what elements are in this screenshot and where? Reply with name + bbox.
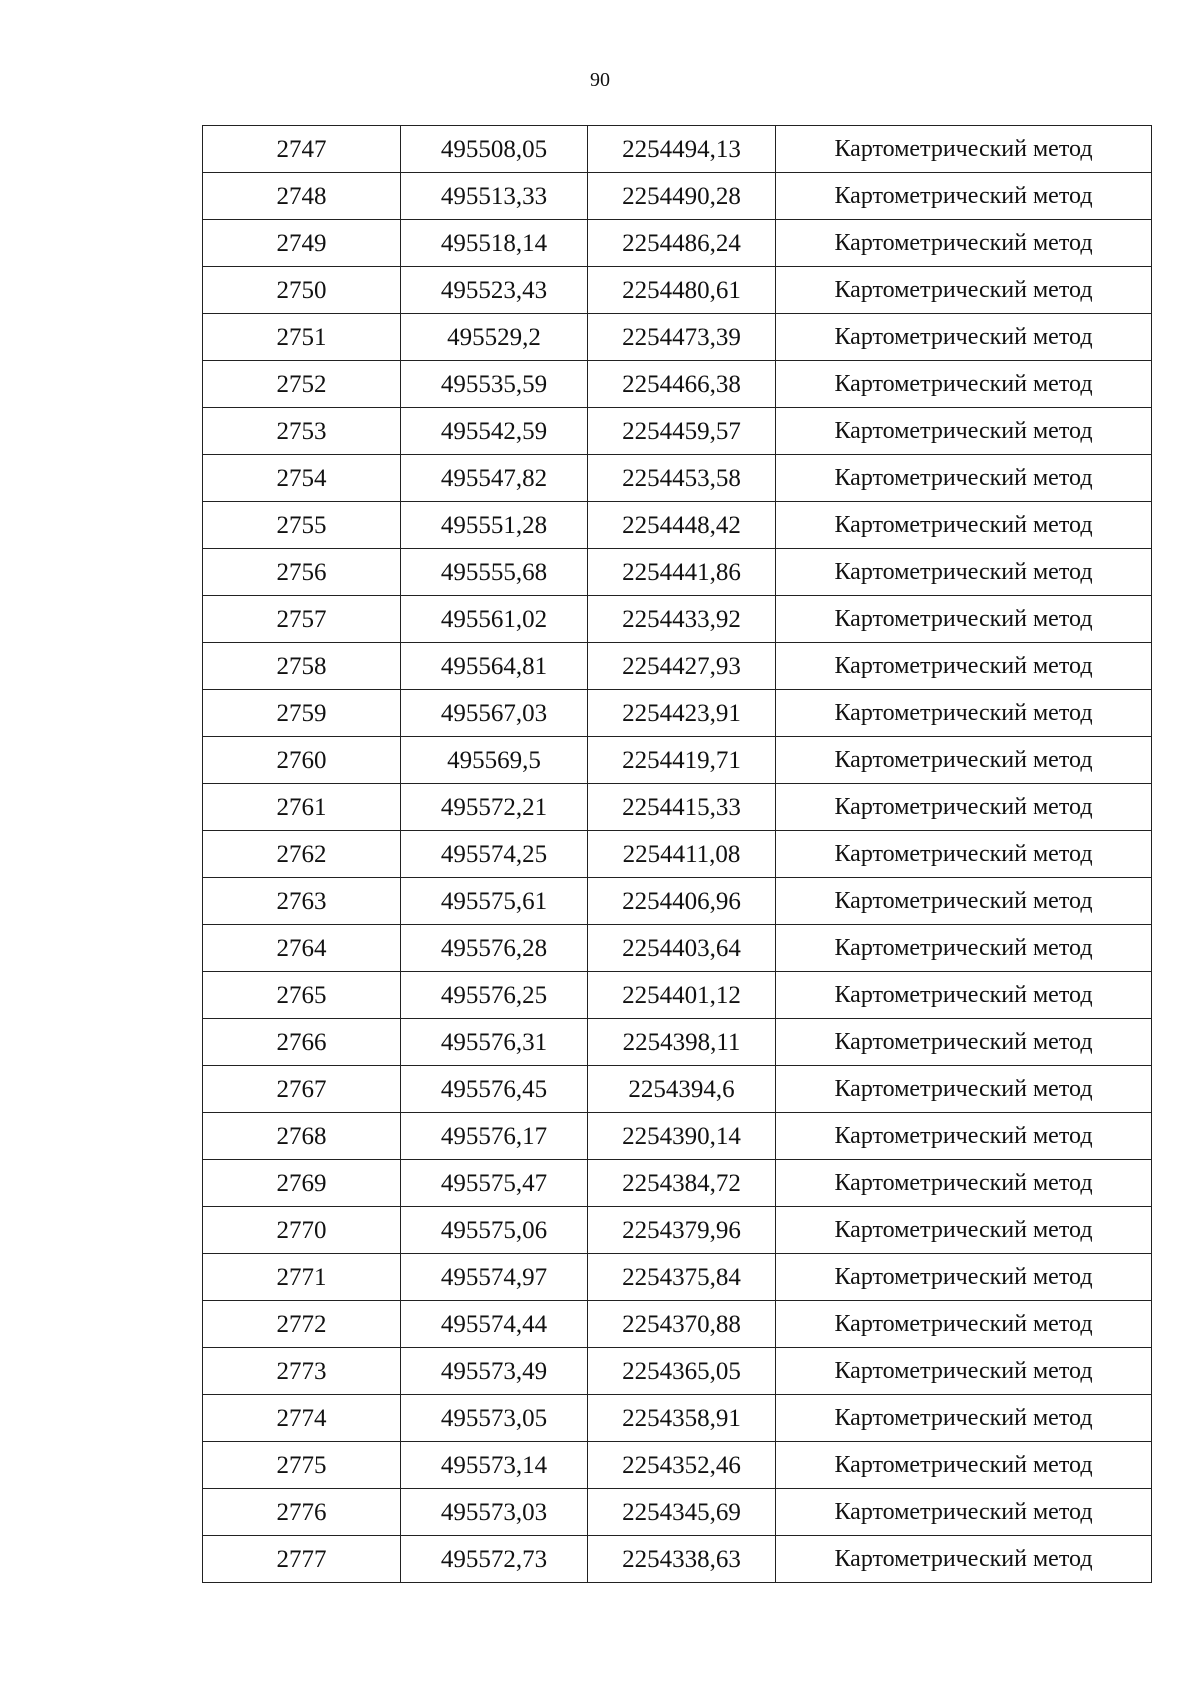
y-coordinate-cell: 2254352,46 bbox=[588, 1442, 776, 1489]
x-coordinate-cell: 495576,28 bbox=[401, 925, 588, 972]
table-row bbox=[203, 314, 1152, 361]
point-number-cell: 2762 bbox=[203, 831, 401, 878]
method-cell: Картометрический метод bbox=[776, 1442, 1152, 1489]
method-cell: Картометрический метод bbox=[776, 1160, 1152, 1207]
point-number-cell: 2761 bbox=[203, 784, 401, 831]
point-number-cell: 2766 bbox=[203, 1019, 401, 1066]
method-cell: Картометрический метод bbox=[776, 972, 1152, 1019]
point-number-cell: 2753 bbox=[203, 408, 401, 455]
table-row bbox=[203, 549, 1152, 596]
point-number-cell: 2751 bbox=[203, 314, 401, 361]
x-coordinate-cell: 495574,97 bbox=[401, 1254, 588, 1301]
method-cell: Картометрический метод bbox=[776, 1489, 1152, 1536]
y-coordinate-cell: 2254411,08 bbox=[588, 831, 776, 878]
method-cell: Картометрический метод bbox=[776, 925, 1152, 972]
point-number-cell: 2774 bbox=[203, 1395, 401, 1442]
x-coordinate-cell: 495575,47 bbox=[401, 1160, 588, 1207]
x-coordinate-cell: 495542,59 bbox=[401, 408, 588, 455]
table-row bbox=[203, 1536, 1152, 1583]
method-cell: Картометрический метод bbox=[776, 126, 1152, 173]
y-coordinate-cell: 2254423,91 bbox=[588, 690, 776, 737]
x-coordinate-cell: 495508,05 bbox=[401, 126, 588, 173]
method-cell: Картометрический метод bbox=[776, 267, 1152, 314]
x-coordinate-cell: 495573,49 bbox=[401, 1348, 588, 1395]
method-cell: Картометрический метод bbox=[776, 737, 1152, 784]
table-row bbox=[203, 502, 1152, 549]
point-number-cell: 2759 bbox=[203, 690, 401, 737]
x-coordinate-cell: 495561,02 bbox=[401, 596, 588, 643]
point-number-cell: 2775 bbox=[203, 1442, 401, 1489]
x-coordinate-cell: 495576,45 bbox=[401, 1066, 588, 1113]
table-body bbox=[203, 126, 1152, 1583]
method-cell: Картометрический метод bbox=[776, 1301, 1152, 1348]
method-cell: Картометрический метод bbox=[776, 878, 1152, 925]
y-coordinate-cell: 2254379,96 bbox=[588, 1207, 776, 1254]
table-row bbox=[203, 1066, 1152, 1113]
table-row bbox=[203, 925, 1152, 972]
point-number-cell: 2772 bbox=[203, 1301, 401, 1348]
point-number-cell: 2768 bbox=[203, 1113, 401, 1160]
table-row bbox=[203, 1301, 1152, 1348]
method-cell: Картометрический метод bbox=[776, 408, 1152, 455]
method-cell: Картометрический метод bbox=[776, 1348, 1152, 1395]
table-row bbox=[203, 1113, 1152, 1160]
table-row bbox=[203, 1442, 1152, 1489]
y-coordinate-cell: 2254473,39 bbox=[588, 314, 776, 361]
table-row bbox=[203, 267, 1152, 314]
table-row bbox=[203, 972, 1152, 1019]
y-coordinate-cell: 2254490,28 bbox=[588, 173, 776, 220]
y-coordinate-cell: 2254415,33 bbox=[588, 784, 776, 831]
table-row bbox=[203, 455, 1152, 502]
x-coordinate-cell: 495573,14 bbox=[401, 1442, 588, 1489]
x-coordinate-cell: 495535,59 bbox=[401, 361, 588, 408]
method-cell: Картометрический метод bbox=[776, 361, 1152, 408]
method-cell: Картометрический метод bbox=[776, 549, 1152, 596]
method-cell: Картометрический метод bbox=[776, 502, 1152, 549]
table-row bbox=[203, 1160, 1152, 1207]
method-cell: Картометрический метод bbox=[776, 831, 1152, 878]
method-cell: Картометрический метод bbox=[776, 1536, 1152, 1583]
y-coordinate-cell: 2254365,05 bbox=[588, 1348, 776, 1395]
y-coordinate-cell: 2254480,61 bbox=[588, 267, 776, 314]
method-cell: Картометрический метод bbox=[776, 455, 1152, 502]
method-cell: Картометрический метод bbox=[776, 1207, 1152, 1254]
y-coordinate-cell: 2254433,92 bbox=[588, 596, 776, 643]
table-row bbox=[203, 126, 1152, 173]
point-number-cell: 2764 bbox=[203, 925, 401, 972]
table-row bbox=[203, 737, 1152, 784]
table-row bbox=[203, 831, 1152, 878]
x-coordinate-cell: 495576,31 bbox=[401, 1019, 588, 1066]
y-coordinate-cell: 2254375,84 bbox=[588, 1254, 776, 1301]
point-number-cell: 2760 bbox=[203, 737, 401, 784]
x-coordinate-cell: 495575,06 bbox=[401, 1207, 588, 1254]
x-coordinate-cell: 495513,33 bbox=[401, 173, 588, 220]
y-coordinate-cell: 2254406,96 bbox=[588, 878, 776, 925]
point-number-cell: 2767 bbox=[203, 1066, 401, 1113]
point-number-cell: 2749 bbox=[203, 220, 401, 267]
point-number-cell: 2756 bbox=[203, 549, 401, 596]
y-coordinate-cell: 2254486,24 bbox=[588, 220, 776, 267]
x-coordinate-cell: 495518,14 bbox=[401, 220, 588, 267]
x-coordinate-cell: 495576,17 bbox=[401, 1113, 588, 1160]
x-coordinate-cell: 495574,44 bbox=[401, 1301, 588, 1348]
y-coordinate-cell: 2254403,64 bbox=[588, 925, 776, 972]
x-coordinate-cell: 495523,43 bbox=[401, 267, 588, 314]
point-number-cell: 2770 bbox=[203, 1207, 401, 1254]
x-coordinate-cell: 495574,25 bbox=[401, 831, 588, 878]
table-row bbox=[203, 1207, 1152, 1254]
table-row bbox=[203, 1489, 1152, 1536]
method-cell: Картометрический метод bbox=[776, 690, 1152, 737]
point-number-cell: 2773 bbox=[203, 1348, 401, 1395]
point-number-cell: 2752 bbox=[203, 361, 401, 408]
y-coordinate-cell: 2254494,13 bbox=[588, 126, 776, 173]
point-number-cell: 2777 bbox=[203, 1536, 401, 1583]
method-cell: Картометрический метод bbox=[776, 1254, 1152, 1301]
point-number-cell: 2758 bbox=[203, 643, 401, 690]
point-number-cell: 2747 bbox=[203, 126, 401, 173]
x-coordinate-cell: 495547,82 bbox=[401, 455, 588, 502]
table-row bbox=[203, 1254, 1152, 1301]
table-row bbox=[203, 784, 1152, 831]
y-coordinate-cell: 2254390,14 bbox=[588, 1113, 776, 1160]
point-number-cell: 2763 bbox=[203, 878, 401, 925]
table-row bbox=[203, 1395, 1152, 1442]
table-row bbox=[203, 1019, 1152, 1066]
method-cell: Картометрический метод bbox=[776, 1113, 1152, 1160]
x-coordinate-cell: 495551,28 bbox=[401, 502, 588, 549]
x-coordinate-cell: 495575,61 bbox=[401, 878, 588, 925]
x-coordinate-cell: 495573,05 bbox=[401, 1395, 588, 1442]
method-cell: Картометрический метод bbox=[776, 1395, 1152, 1442]
table-row bbox=[203, 1348, 1152, 1395]
table-row bbox=[203, 643, 1152, 690]
y-coordinate-cell: 2254459,57 bbox=[588, 408, 776, 455]
y-coordinate-cell: 2254345,69 bbox=[588, 1489, 776, 1536]
y-coordinate-cell: 2254338,63 bbox=[588, 1536, 776, 1583]
x-coordinate-cell: 495573,03 bbox=[401, 1489, 588, 1536]
method-cell: Картометрический метод bbox=[776, 643, 1152, 690]
y-coordinate-cell: 2254453,58 bbox=[588, 455, 776, 502]
y-coordinate-cell: 2254466,38 bbox=[588, 361, 776, 408]
method-cell: Картометрический метод bbox=[776, 1019, 1152, 1066]
y-coordinate-cell: 2254370,88 bbox=[588, 1301, 776, 1348]
table-row bbox=[203, 173, 1152, 220]
x-coordinate-cell: 495572,21 bbox=[401, 784, 588, 831]
x-coordinate-cell: 495564,81 bbox=[401, 643, 588, 690]
point-number-cell: 2748 bbox=[203, 173, 401, 220]
y-coordinate-cell: 2254384,72 bbox=[588, 1160, 776, 1207]
method-cell: Картометрический метод bbox=[776, 314, 1152, 361]
table-row bbox=[203, 596, 1152, 643]
y-coordinate-cell: 2254398,11 bbox=[588, 1019, 776, 1066]
y-coordinate-cell: 2254448,42 bbox=[588, 502, 776, 549]
point-number-cell: 2765 bbox=[203, 972, 401, 1019]
y-coordinate-cell: 2254394,6 bbox=[588, 1066, 776, 1113]
table-row bbox=[203, 408, 1152, 455]
x-coordinate-cell: 495576,25 bbox=[401, 972, 588, 1019]
point-number-cell: 2771 bbox=[203, 1254, 401, 1301]
coordinates-table bbox=[202, 125, 1152, 1583]
point-number-cell: 2754 bbox=[203, 455, 401, 502]
table-row bbox=[203, 878, 1152, 925]
method-cell: Картометрический метод bbox=[776, 173, 1152, 220]
point-number-cell: 2750 bbox=[203, 267, 401, 314]
y-coordinate-cell: 2254401,12 bbox=[588, 972, 776, 1019]
point-number-cell: 2769 bbox=[203, 1160, 401, 1207]
y-coordinate-cell: 2254358,91 bbox=[588, 1395, 776, 1442]
x-coordinate-cell: 495567,03 bbox=[401, 690, 588, 737]
table-row bbox=[203, 690, 1152, 737]
y-coordinate-cell: 2254419,71 bbox=[588, 737, 776, 784]
x-coordinate-cell: 495569,5 bbox=[401, 737, 588, 784]
table-row bbox=[203, 361, 1152, 408]
x-coordinate-cell: 495555,68 bbox=[401, 549, 588, 596]
point-number-cell: 2776 bbox=[203, 1489, 401, 1536]
x-coordinate-cell: 495529,2 bbox=[401, 314, 588, 361]
method-cell: Картометрический метод bbox=[776, 220, 1152, 267]
table-row bbox=[203, 220, 1152, 267]
method-cell: Картометрический метод bbox=[776, 596, 1152, 643]
y-coordinate-cell: 2254427,93 bbox=[588, 643, 776, 690]
page-number: 90 bbox=[590, 69, 610, 91]
method-cell: Картометрический метод bbox=[776, 784, 1152, 831]
point-number-cell: 2757 bbox=[203, 596, 401, 643]
method-cell: Картометрический метод bbox=[776, 1066, 1152, 1113]
x-coordinate-cell: 495572,73 bbox=[401, 1536, 588, 1583]
point-number-cell: 2755 bbox=[203, 502, 401, 549]
y-coordinate-cell: 2254441,86 bbox=[588, 549, 776, 596]
